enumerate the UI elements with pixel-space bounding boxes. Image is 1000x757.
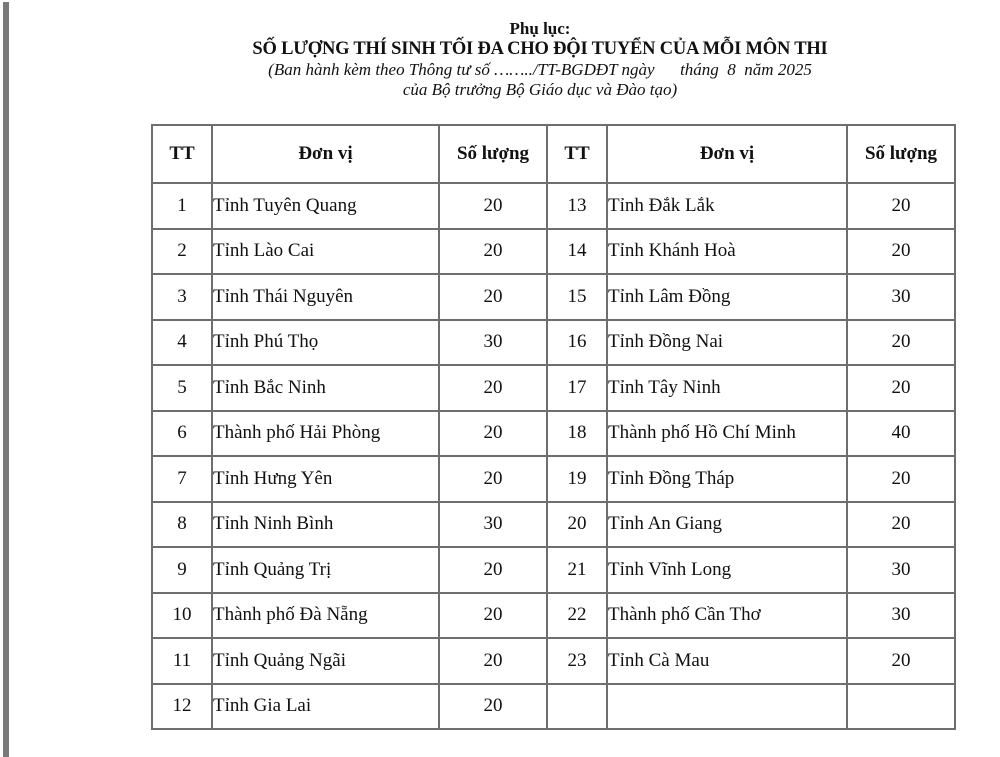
table-row: [152, 456, 955, 502]
cell-unit-empty: [607, 684, 847, 730]
issued-by-line-1: (Ban hành kèm theo Thông tư số ……../TT-BGDĐT ngày tháng 8 năm 2025: [268, 60, 812, 79]
header-quantity-left: Số lượng: [439, 125, 547, 183]
cell-tt: 13: [547, 183, 607, 229]
cell-quantity: 30: [847, 274, 955, 320]
cell-unit: Tỉnh Phú Thọ: [212, 320, 439, 366]
cell-tt: 22: [547, 593, 607, 639]
table-row: [152, 547, 955, 593]
cell-unit: Tỉnh Lào Cai: [212, 229, 439, 275]
table-row: [152, 684, 955, 730]
cell-unit: Tỉnh Thái Nguyên: [212, 274, 439, 320]
cell-quantity: 30: [439, 320, 547, 366]
cell-quantity: 40: [847, 411, 955, 457]
cell-tt: 23: [547, 638, 607, 684]
cell-quantity: 20: [439, 456, 547, 502]
cell-quantity-empty: [847, 684, 955, 730]
cell-tt: 2: [152, 229, 212, 275]
cell-quantity: 20: [847, 456, 955, 502]
cell-unit: Tỉnh Gia Lai: [212, 684, 439, 730]
table-row: [152, 183, 955, 229]
cell-tt: 12: [152, 684, 212, 730]
cell-quantity: 20: [847, 183, 955, 229]
cell-quantity: 20: [439, 183, 547, 229]
cell-tt: 15: [547, 274, 607, 320]
cell-quantity: 20: [439, 411, 547, 457]
cell-quantity: 30: [439, 502, 547, 548]
cell-unit: Tỉnh Ninh Bình: [212, 502, 439, 548]
cell-tt-empty: [547, 684, 607, 730]
cell-tt: 21: [547, 547, 607, 593]
cell-tt: 18: [547, 411, 607, 457]
cell-unit: Tỉnh Vĩnh Long: [607, 547, 847, 593]
header-unit-right: Đơn vị: [607, 125, 847, 183]
table-row: [152, 229, 955, 275]
table-header-row: [152, 125, 955, 183]
quota-table: [151, 124, 956, 730]
table-row: [152, 502, 955, 548]
table-row: [152, 638, 955, 684]
cell-unit: Tỉnh Tây Ninh: [607, 365, 847, 411]
table-row: [152, 274, 955, 320]
cell-unit: Tỉnh Đồng Nai: [607, 320, 847, 366]
header-tt-left: TT: [152, 125, 212, 183]
cell-unit: Tỉnh Quảng Trị: [212, 547, 439, 593]
table-row: [152, 320, 955, 366]
table-row: [152, 593, 955, 639]
cell-tt: 3: [152, 274, 212, 320]
cell-quantity: 20: [439, 593, 547, 639]
cell-quantity: 20: [847, 229, 955, 275]
cell-tt: 14: [547, 229, 607, 275]
cell-tt: 16: [547, 320, 607, 366]
cell-unit: Tỉnh Hưng Yên: [212, 456, 439, 502]
cell-tt: 5: [152, 365, 212, 411]
document-header: [150, 19, 930, 100]
issued-by-line-2: của Bộ trưởng Bộ Giáo dục và Đào tạo): [402, 80, 678, 99]
cell-unit: Thành phố Hồ Chí Minh: [607, 411, 847, 457]
cell-unit: Tỉnh Đồng Tháp: [607, 456, 847, 502]
cell-quantity: 20: [439, 229, 547, 275]
cell-tt: 6: [152, 411, 212, 457]
cell-tt: 8: [152, 502, 212, 548]
header-unit-left: Đơn vị: [212, 125, 439, 183]
document-title: SỐ LƯỢNG THÍ SINH TỐI ĐA CHO ĐỘI TUYỂN CỦA MỖI MÔN THI: [252, 39, 828, 59]
cell-quantity: 20: [439, 638, 547, 684]
cell-quantity: 20: [847, 320, 955, 366]
page-left-edge: [3, 2, 9, 757]
cell-quantity: 20: [439, 547, 547, 593]
cell-quantity: 20: [439, 274, 547, 320]
cell-quantity: 30: [847, 593, 955, 639]
cell-unit: Tỉnh Quảng Ngãi: [212, 638, 439, 684]
cell-unit: Tỉnh Tuyên Quang: [212, 183, 439, 229]
table-row: [152, 411, 955, 457]
cell-tt: 17: [547, 365, 607, 411]
cell-unit: Tỉnh Khánh Hoà: [607, 229, 847, 275]
table-row: [152, 365, 955, 411]
appendix-label: Phụ lục:: [509, 19, 571, 38]
header-quantity-right: Số lượng: [847, 125, 955, 183]
cell-quantity: 20: [847, 638, 955, 684]
cell-unit: Tỉnh An Giang: [607, 502, 847, 548]
cell-tt: 10: [152, 593, 212, 639]
cell-quantity: 20: [847, 365, 955, 411]
cell-quantity: 20: [439, 684, 547, 730]
cell-unit: Thành phố Đà Nẵng: [212, 593, 439, 639]
cell-quantity: 20: [439, 365, 547, 411]
cell-unit: Tỉnh Lâm Đồng: [607, 274, 847, 320]
cell-tt: 9: [152, 547, 212, 593]
cell-tt: 11: [152, 638, 212, 684]
cell-tt: 19: [547, 456, 607, 502]
header-tt-right: TT: [547, 125, 607, 183]
cell-unit: Tỉnh Cà Mau: [607, 638, 847, 684]
cell-tt: 7: [152, 456, 212, 502]
cell-quantity: 20: [847, 502, 955, 548]
cell-tt: 1: [152, 183, 212, 229]
cell-unit: Tỉnh Bắc Ninh: [212, 365, 439, 411]
cell-unit: Thành phố Hải Phòng: [212, 411, 439, 457]
cell-tt: 4: [152, 320, 212, 366]
cell-unit: Tỉnh Đắk Lắk: [607, 183, 847, 229]
cell-quantity: 30: [847, 547, 955, 593]
cell-tt: 20: [547, 502, 607, 548]
cell-unit: Thành phố Cần Thơ: [607, 593, 847, 639]
